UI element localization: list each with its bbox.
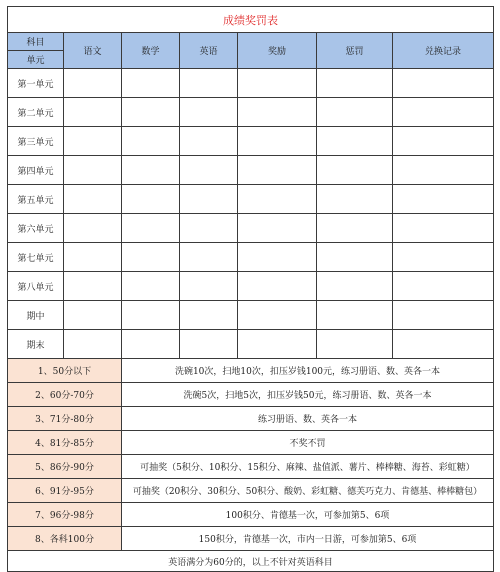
rule-score-range: 7、96分-98分 — [8, 503, 122, 527]
unit-rows — [8, 69, 494, 359]
score-cell[interactable] — [393, 301, 494, 330]
score-cell[interactable] — [180, 272, 238, 301]
unit-label: 第二单元 — [8, 98, 64, 127]
score-cell[interactable] — [122, 214, 180, 243]
rule-description: 100积分、肯德基一次，可参加第5、6项 — [122, 503, 494, 527]
score-cell[interactable] — [393, 330, 494, 359]
score-cell[interactable] — [393, 243, 494, 272]
score-cell[interactable] — [317, 185, 393, 214]
score-cell[interactable] — [317, 272, 393, 301]
score-cell[interactable] — [393, 98, 494, 127]
table-row — [8, 185, 494, 214]
unit-label: 期末 — [8, 330, 64, 359]
header-unit-label: 单元 — [8, 51, 64, 69]
score-cell[interactable] — [180, 98, 238, 127]
score-cell[interactable] — [317, 330, 393, 359]
score-cell[interactable] — [393, 185, 494, 214]
score-cell[interactable] — [393, 214, 494, 243]
rule-row — [8, 503, 494, 527]
reward-punishment-sheet — [7, 6, 493, 572]
score-cell[interactable] — [180, 156, 238, 185]
rule-score-range: 8、各科100分 — [8, 527, 122, 551]
score-table — [7, 6, 494, 572]
score-cell[interactable] — [238, 156, 317, 185]
unit-label: 第三单元 — [8, 127, 64, 156]
score-cell[interactable] — [317, 127, 393, 156]
table-row — [8, 69, 494, 98]
rule-row — [8, 407, 494, 431]
table-row — [8, 301, 494, 330]
score-cell[interactable] — [64, 69, 122, 98]
score-cell[interactable] — [180, 185, 238, 214]
rule-rows — [8, 359, 494, 551]
score-cell[interactable] — [64, 243, 122, 272]
rule-score-range: 1、50分以下 — [8, 359, 122, 383]
rule-description: 洗碗5次，扫地5次，扣压岁钱50元，练习册语、数、英各一本 — [122, 383, 494, 407]
header-col-reward: 奖励 — [238, 33, 317, 69]
score-cell[interactable] — [317, 301, 393, 330]
table-row — [8, 156, 494, 185]
score-cell[interactable] — [180, 69, 238, 98]
score-cell[interactable] — [238, 272, 317, 301]
score-cell[interactable] — [122, 243, 180, 272]
rule-score-range: 2、60分-70分 — [8, 383, 122, 407]
table-row — [8, 127, 494, 156]
score-cell[interactable] — [238, 214, 317, 243]
table-row — [8, 98, 494, 127]
rule-description: 可抽奖（5积分、10积分、15积分、麻辣、盐值派、薯片、棒棒糖、海苔、彩虹糖） — [122, 455, 494, 479]
score-cell[interactable] — [64, 272, 122, 301]
score-cell[interactable] — [317, 156, 393, 185]
rule-score-range: 4、81分-85分 — [8, 431, 122, 455]
score-cell[interactable] — [122, 98, 180, 127]
score-cell[interactable] — [238, 69, 317, 98]
score-cell[interactable] — [122, 272, 180, 301]
score-cell[interactable] — [238, 330, 317, 359]
score-cell[interactable] — [238, 243, 317, 272]
unit-label: 第六单元 — [8, 214, 64, 243]
score-cell[interactable] — [64, 156, 122, 185]
score-cell[interactable] — [64, 98, 122, 127]
rule-row — [8, 359, 494, 383]
table-title: 成绩奖罚表 — [8, 7, 494, 33]
footnote: 英语满分为60分的，以上不针对英语科目 — [8, 551, 494, 572]
score-cell[interactable] — [317, 214, 393, 243]
rule-score-range: 6、91分-95分 — [8, 479, 122, 503]
score-cell[interactable] — [238, 127, 317, 156]
unit-label: 第八单元 — [8, 272, 64, 301]
score-cell[interactable] — [317, 69, 393, 98]
header-col-exchange-record: 兑换记录 — [393, 33, 494, 69]
table-row — [8, 330, 494, 359]
score-cell[interactable] — [122, 127, 180, 156]
score-cell[interactable] — [122, 156, 180, 185]
rule-row — [8, 455, 494, 479]
score-cell[interactable] — [393, 69, 494, 98]
header-col-math: 数学 — [122, 33, 180, 69]
score-cell[interactable] — [238, 185, 317, 214]
score-cell[interactable] — [180, 243, 238, 272]
rule-description: 练习册语、数、英各一本 — [122, 407, 494, 431]
unit-label: 第七单元 — [8, 243, 64, 272]
score-cell[interactable] — [64, 127, 122, 156]
rule-description: 150积分，肯德基一次，市内一日游，可参加第5、6项 — [122, 527, 494, 551]
score-cell[interactable] — [180, 330, 238, 359]
rule-description: 可抽奖（20积分、30积分、50积分、酸奶、彩虹糖、德芙巧克力、肯德基、棒棒糖包） — [122, 479, 494, 503]
unit-label: 第一单元 — [8, 69, 64, 98]
header-col-chinese: 语文 — [64, 33, 122, 69]
score-cell[interactable] — [317, 243, 393, 272]
table-row — [8, 214, 494, 243]
unit-label: 期中 — [8, 301, 64, 330]
table-row — [8, 243, 494, 272]
header-col-punishment: 惩罚 — [317, 33, 393, 69]
header-subject-label: 科目 — [8, 33, 64, 51]
score-cell[interactable] — [122, 185, 180, 214]
score-cell[interactable] — [180, 127, 238, 156]
score-cell[interactable] — [64, 185, 122, 214]
score-cell[interactable] — [317, 98, 393, 127]
score-cell[interactable] — [238, 98, 317, 127]
rule-row — [8, 431, 494, 455]
score-cell[interactable] — [393, 156, 494, 185]
unit-label: 第四单元 — [8, 156, 64, 185]
score-cell[interactable] — [180, 214, 238, 243]
score-cell[interactable] — [122, 330, 180, 359]
header-col-english: 英语 — [180, 33, 238, 69]
score-cell[interactable] — [64, 214, 122, 243]
score-cell[interactable] — [122, 301, 180, 330]
rule-description: 不奖不罚 — [122, 431, 494, 455]
rule-description: 洗碗10次，扫地10次，扣压岁钱100元，练习册语、数、英各一本 — [122, 359, 494, 383]
score-cell[interactable] — [180, 301, 238, 330]
rule-score-range: 3、71分-80分 — [8, 407, 122, 431]
score-cell[interactable] — [238, 301, 317, 330]
score-cell[interactable] — [122, 69, 180, 98]
score-cell[interactable] — [393, 127, 494, 156]
rule-row — [8, 383, 494, 407]
score-cell[interactable] — [64, 301, 122, 330]
score-cell[interactable] — [393, 272, 494, 301]
rule-row — [8, 479, 494, 503]
rule-score-range: 5、86分-90分 — [8, 455, 122, 479]
score-cell[interactable] — [64, 330, 122, 359]
table-row — [8, 272, 494, 301]
unit-label: 第五单元 — [8, 185, 64, 214]
